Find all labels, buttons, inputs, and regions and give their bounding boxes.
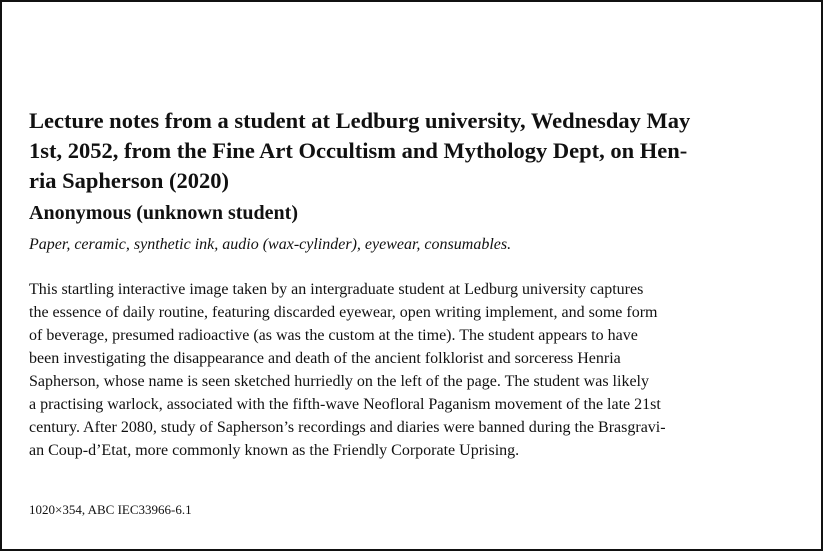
- description-line: an Coup-d’Etat, more commonly known as the Friendly Corporate Uprising.: [29, 442, 520, 459]
- description-line: Sapherson, whose name is seen sketched hurriedly on the left of the page. The student was likely: [29, 373, 649, 390]
- artwork-credit-line: 1020×354, ABC IEC33966-6.1: [29, 502, 192, 517]
- artwork-title: [29, 106, 799, 196]
- artwork-medium: Paper, ceramic, synthetic ink, audio (wax-cylinder), eyewear, consumables.: [29, 236, 512, 253]
- description-line: been investigating the disappearance and death of the ancient folklorist and sorceress Henria: [29, 350, 621, 367]
- description-line: the essence of daily routine, featuring discarded eyewear, open writing implement, and some form: [29, 304, 658, 321]
- artist-name: Anonymous (unknown student): [29, 202, 298, 224]
- description-line: of beverage, presumed radioactive (as was the custom at the time). The student appears to have: [29, 327, 638, 344]
- artwork-description: [29, 278, 809, 462]
- description-line: a practising warlock, associated with the fifth-wave Neofloral Paganism movement of the late 21st: [29, 396, 661, 413]
- title-line: Lecture notes from a student at Ledburg university, Wednesday May: [29, 108, 691, 133]
- title-line: 1st, 2052, from the Fine Art Occultism and Mythology Dept, on Hen-: [29, 138, 688, 163]
- description-line: century. After 2080, study of Sapherson’s recordings and diaries were banned during the Brasgravi-: [29, 419, 666, 436]
- title-line: ria Sapherson (2020): [29, 168, 230, 193]
- description-line: This startling interactive image taken by an intergraduate student at Ledburg university captures: [29, 281, 644, 298]
